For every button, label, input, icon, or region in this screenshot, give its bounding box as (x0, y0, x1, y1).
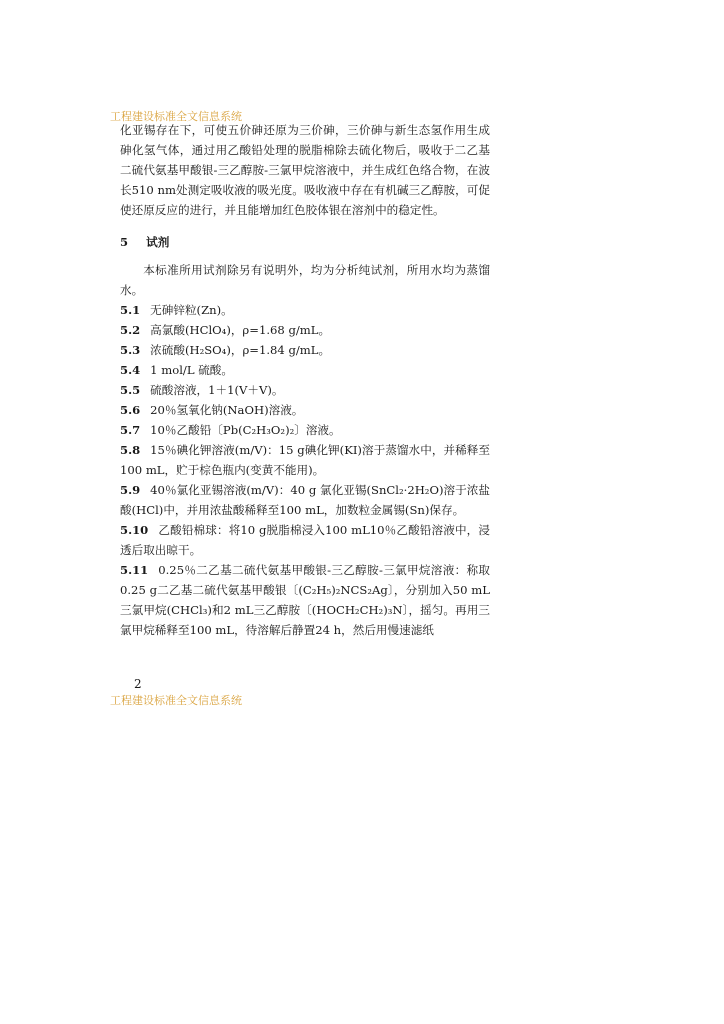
list-item (120, 400, 490, 420)
intro-paragraph: 化亚锡存在下，可使五价砷还原为三价砷，三价砷与新生态氢作用生成砷化氢气体，通过用乙酸铅处理的脱脂棉除去硫化物后，吸收于二乙基二硫代氨基甲酸银-三乙醇胺-三氯甲烷溶液中，并生成红色络合物，在波长510 nm处测定吸收液的吸光度。吸收液中存在有机碱三乙醇胺，可促使还原反应的进行，并且能增加红色胶体银在溶剂中的稳定性。 (120, 123, 490, 217)
item-text: 1 mol/L 硫酸。 (150, 363, 233, 377)
section-number: 5 (120, 235, 129, 249)
item-text: 硫酸溶液，1＋1(V＋V)。 (150, 383, 284, 397)
list-item (120, 420, 490, 440)
section-heading (120, 232, 490, 252)
item-text: 高氯酸(HClO₄)，ρ=1.68 g/mL。 (150, 323, 331, 337)
item-text: 15％碘化钾溶液(m/V)：15 g碘化钾(KI)溶于蒸馏水中，并稀释至100 mL，贮于棕色瓶内(变黄不能用)。 (120, 443, 490, 477)
list-item (120, 520, 490, 560)
item-number: 5.8 (120, 443, 141, 457)
item-number: 5.4 (120, 363, 141, 377)
section-title: 试剂 (146, 235, 170, 249)
page-number: 2 (134, 677, 142, 691)
item-text: 0.25％二乙基二硫代氨基甲酸银-三乙醇胺-三氯甲烷溶液：称取0.25 g二乙基二硫代氨基甲酸银〔(C₂H₅)₂NCS₂Ag〕，分别加入50 mL三氯甲烷(CHCl₃)和2 mL三乙醇胺〔(HOCH₂CH₂)₃N〕，摇匀。再用三氯甲烷稀释至100 mL，待溶解后静置24 h，然后用慢速滤纸 (120, 563, 490, 637)
item-text: 20％氢氧化钠(NaOH)溶液。 (150, 403, 304, 417)
list-item (120, 340, 490, 360)
item-number: 5.10 (120, 523, 149, 537)
document-body (120, 120, 490, 640)
item-number: 5.1 (120, 303, 141, 317)
watermark-bottom: 工程建设标准全文信息系统 (110, 694, 242, 707)
item-text: 10％乙酸铅〔Pb(C₂H₃O₂)₂〕溶液。 (150, 423, 341, 437)
list-item (120, 320, 490, 340)
list-item (120, 440, 490, 480)
item-number: 5.11 (120, 563, 149, 577)
item-text: 浓硫酸(H₂SO₄)，ρ=1.84 g/mL。 (150, 343, 331, 357)
reagent-list (120, 300, 490, 640)
item-number: 5.6 (120, 403, 141, 417)
item-number: 5.9 (120, 483, 141, 497)
item-number: 5.2 (120, 323, 141, 337)
list-item (120, 480, 490, 520)
list-item (120, 380, 490, 400)
item-number: 5.7 (120, 423, 141, 437)
item-text: 40％氯化亚锡溶液(m/V)：40 g 氯化亚锡(SnCl₂·2H₂O)溶于浓盐酸(HCl)中，并用浓盐酸稀释至100 mL，加数粒金属锡(Sn)保存。 (120, 483, 490, 517)
list-item (120, 560, 490, 640)
item-text: 无砷锌粒(Zn)。 (150, 303, 233, 317)
item-text: 乙酸铅棉球：将10 g脱脂棉浸入100 mL10％乙酸铅溶液中，浸透后取出晾干。 (120, 523, 490, 557)
item-number: 5.3 (120, 343, 141, 357)
section-intro: 本标准所用试剂除另有说明外，均为分析纯试剂，所用水均为蒸馏水。 (120, 263, 490, 297)
item-number: 5.5 (120, 383, 141, 397)
list-item (120, 360, 490, 380)
watermark-top: 工程建设标准全文信息系统 (110, 110, 242, 123)
list-item (120, 300, 490, 320)
